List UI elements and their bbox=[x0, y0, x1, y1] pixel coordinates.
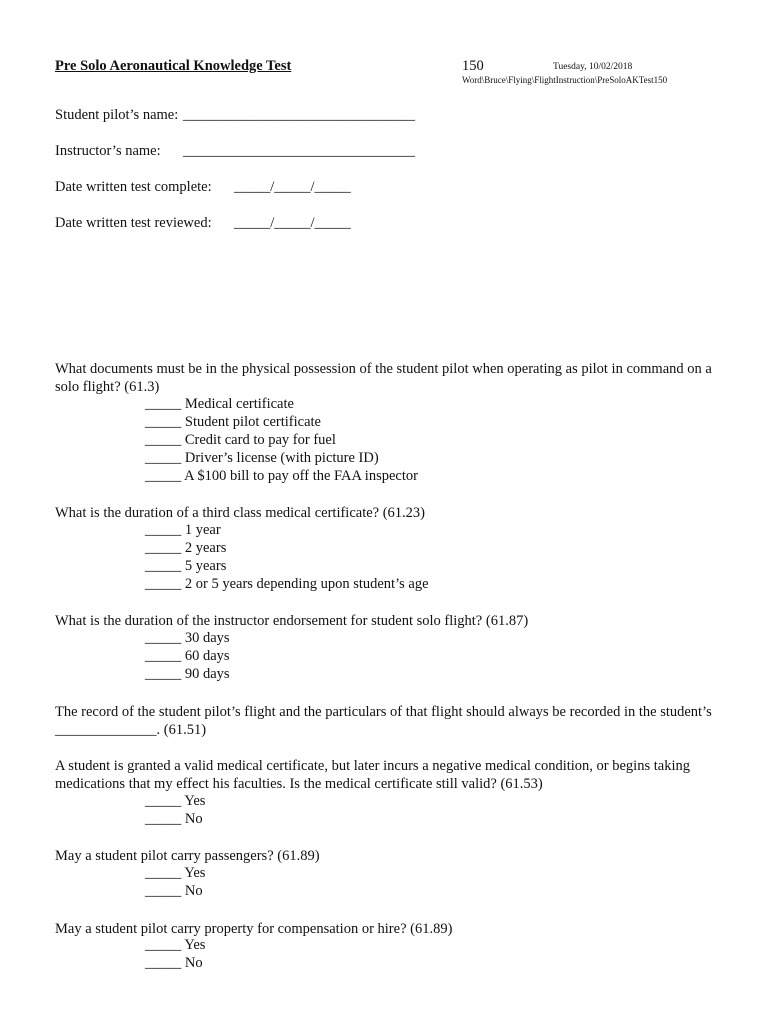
student-name-label: Student pilot’s name: bbox=[55, 107, 179, 123]
answer-option[interactable]: _____ Credit card to pay for fuel bbox=[145, 432, 336, 448]
header-date: Tuesday, 10/02/2018 bbox=[553, 62, 633, 72]
answer-option[interactable]: _____ Yes bbox=[145, 865, 206, 881]
student-name-field bbox=[55, 107, 415, 124]
header-file-path: Word\Bruce\Flying\FlightInstruction\PreSoloAKTest150 bbox=[462, 75, 668, 85]
question-text: What is the duration of a third class medical certificate? (61.23) bbox=[55, 505, 426, 521]
question-text: May a student pilot carry passengers? (61.89) bbox=[55, 848, 320, 864]
answer-option[interactable]: _____ No bbox=[145, 811, 203, 827]
date-reviewed-blank[interactable]: _____/_____/_____ bbox=[234, 215, 351, 231]
answer-option[interactable]: _____ Yes bbox=[145, 937, 206, 953]
student-name-blank[interactable]: ________________________________ bbox=[183, 107, 415, 123]
answer-option[interactable]: _____ Driver’s license (with picture ID) bbox=[145, 450, 379, 466]
answer-option[interactable]: _____ 60 days bbox=[145, 648, 230, 664]
answer-option[interactable]: _____ 5 years bbox=[145, 558, 227, 574]
answer-option[interactable]: _____ Medical certificate bbox=[145, 396, 294, 412]
question-text: The record of the student pilot’s flight and the particulars of that flight should always be recorded in the student’s ______________. (61.51) bbox=[55, 704, 712, 738]
question-text: What is the duration of the instructor endorsement for student solo flight? (61.87) bbox=[55, 613, 529, 629]
page-number: 150 bbox=[462, 58, 484, 74]
answer-option[interactable]: _____ No bbox=[145, 883, 203, 899]
instructor-name-blank[interactable]: ________________________________ bbox=[183, 143, 415, 159]
answer-option[interactable]: _____ 2 or 5 years depending upon student’s age bbox=[145, 576, 429, 592]
answer-option[interactable]: _____ A $100 bill to pay off the FAA inspector bbox=[145, 468, 418, 484]
answer-option[interactable]: _____ Student pilot certificate bbox=[145, 414, 321, 430]
document-title: Pre Solo Aeronautical Knowledge Test bbox=[55, 58, 292, 74]
date-reviewed-label: Date written test reviewed: bbox=[55, 215, 212, 231]
question-text: A student is granted a valid medical certificate, but later incurs a negative medical condition, or begins taking medications that my effect his faculties. Is the medical certificate still valid? (61.53) bbox=[55, 758, 690, 792]
date-reviewed-field bbox=[55, 215, 351, 232]
answer-option[interactable]: _____ 90 days bbox=[145, 666, 230, 682]
instructor-name-field bbox=[55, 143, 415, 160]
question-text: May a student pilot carry property for compensation or hire? (61.89) bbox=[55, 921, 453, 937]
date-complete-field bbox=[55, 179, 351, 196]
date-complete-blank[interactable]: _____/_____/_____ bbox=[234, 179, 351, 195]
answer-option[interactable]: _____ 2 years bbox=[145, 540, 227, 556]
answer-option[interactable]: _____ No bbox=[145, 955, 203, 971]
instructor-name-label: Instructor’s name: bbox=[55, 143, 161, 159]
date-complete-label: Date written test complete: bbox=[55, 179, 212, 195]
question-text: What documents must be in the physical possession of the student pilot when operating as pilot in command on a solo flight? (61.3) bbox=[55, 361, 712, 395]
answer-option[interactable]: _____ Yes bbox=[145, 793, 206, 809]
answer-option[interactable]: _____ 30 days bbox=[145, 630, 230, 646]
answer-option[interactable]: _____ 1 year bbox=[145, 522, 221, 538]
